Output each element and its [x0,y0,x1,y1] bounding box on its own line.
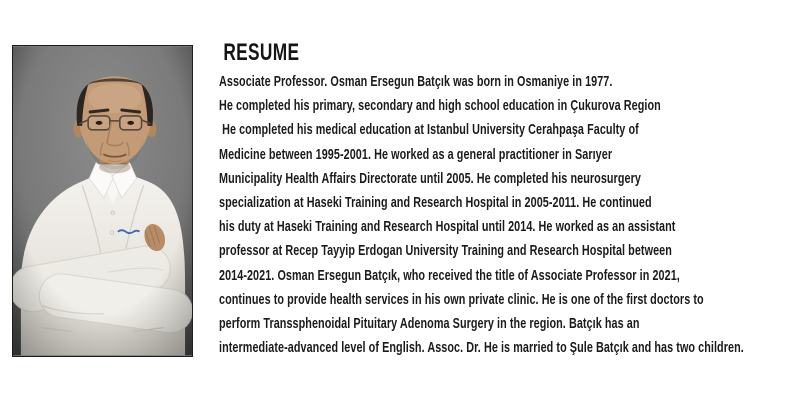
resume-line: 2014-2021. Osman Ersegun Batçık, who received the title of Associate Professor in 2021, [219,266,680,284]
photo-vignette [13,47,192,356]
doctor-portrait-illustration [13,46,192,356]
resume-line: perform Transsphenoidal Pituitary Adenoma Surgery in the region. Batçık has an [219,315,640,333]
resume-line: He completed his primary, secondary and high school education in Çukurova Region [219,97,661,115]
resume-line: continues to provide health services in his own private clinic. He is one of the first doctors to [219,290,704,308]
resume-line: Associate Professor. Osman Ersegun Batçık was born in Osmaniye in 1977. [219,73,613,90]
resume-line: He completed his medical education at Istanbul University Cerahpaşa Faculty of [219,121,639,139]
resume-line: intermediate-advanced level of English. Assoc. Dr. He is married to Şule Batçık and has two children. [219,339,744,357]
resume-title: RESUME [223,39,300,66]
resume-section [219,40,800,360]
resume-line: specialization at Haseki Training and Research Hospital in 2005-2011. He continued [219,194,652,212]
resume-paragraph [219,70,800,360]
resume-line: professor at Recep Tayyip Erdogan University Training and Research Hospital between [219,242,672,260]
resume-line: Municipality Health Affairs Directorate until 2005. He completed his neurosurgery [219,169,641,187]
doctor-portrait-photo [12,45,193,357]
resume-line: Medicine between 1995-2001. He worked as a general practitioner in Sarıyer [219,145,613,163]
resume-line: his duty at Haseki Training and Research Hospital until 2014. He worked as an assistant [219,218,676,236]
